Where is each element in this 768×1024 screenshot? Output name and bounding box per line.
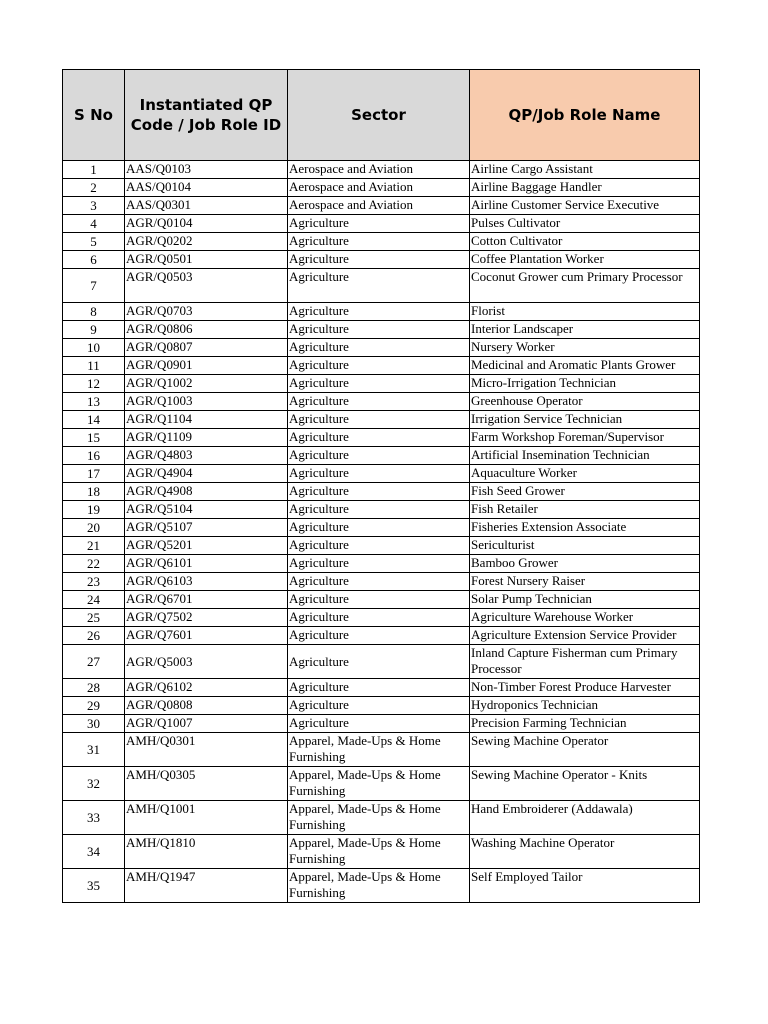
table-row xyxy=(63,591,700,609)
sno-cell: 13 xyxy=(63,393,125,411)
sno-cell: 2 xyxy=(63,179,125,197)
qp-code-cell: AGR/Q0503 xyxy=(125,269,288,303)
qp-code-cell: AGR/Q0501 xyxy=(125,251,288,269)
table-row xyxy=(63,197,700,215)
qp-code-cell: AGR/Q0807 xyxy=(125,339,288,357)
sno-cell: 30 xyxy=(63,715,125,733)
qp-code-cell: AGR/Q4803 xyxy=(125,447,288,465)
job-role-name-cell: Inland Capture Fisherman cum Primary Processor xyxy=(470,645,700,679)
qp-code-cell: AGR/Q7601 xyxy=(125,627,288,645)
table-row xyxy=(63,233,700,251)
job-role-name-cell: Airline Baggage Handler xyxy=(470,179,700,197)
job-role-name-cell: Interior Landscaper xyxy=(470,321,700,339)
sno-cell: 12 xyxy=(63,375,125,393)
job-role-name-cell: Coffee Plantation Worker xyxy=(470,251,700,269)
job-role-name-cell: Sewing Machine Operator xyxy=(470,733,700,767)
job-role-name-cell: Greenhouse Operator xyxy=(470,393,700,411)
sno-cell: 7 xyxy=(63,269,125,303)
table-row xyxy=(63,801,700,835)
sector-cell: Apparel, Made-Ups & Home Furnishing xyxy=(288,733,470,767)
job-role-name-cell: Self Employed Tailor xyxy=(470,869,700,903)
job-role-name-cell: Hand Embroiderer (Addawala) xyxy=(470,801,700,835)
sector-cell: Apparel, Made-Ups & Home Furnishing xyxy=(288,869,470,903)
sector-cell: Agriculture xyxy=(288,573,470,591)
qp-code-cell: AGR/Q6102 xyxy=(125,679,288,697)
sector-cell: Agriculture xyxy=(288,501,470,519)
sno-cell: 8 xyxy=(63,303,125,321)
qp-code-cell: AGR/Q0104 xyxy=(125,215,288,233)
qp-code-cell: AGR/Q6101 xyxy=(125,555,288,573)
sector-cell: Agriculture xyxy=(288,465,470,483)
header-sector: Sector xyxy=(288,70,470,161)
sno-cell: 16 xyxy=(63,447,125,465)
table-row xyxy=(63,375,700,393)
table-row xyxy=(63,447,700,465)
table-row xyxy=(63,483,700,501)
table-row xyxy=(63,609,700,627)
qp-code-cell: AGR/Q1003 xyxy=(125,393,288,411)
sno-cell: 33 xyxy=(63,801,125,835)
sector-cell: Agriculture xyxy=(288,251,470,269)
job-role-name-cell: Coconut Grower cum Primary Processor xyxy=(470,269,700,303)
sector-cell: Apparel, Made-Ups & Home Furnishing xyxy=(288,767,470,801)
header-sno: S No xyxy=(63,70,125,161)
sno-cell: 20 xyxy=(63,519,125,537)
table-row xyxy=(63,869,700,903)
qp-code-cell: AAS/Q0103 xyxy=(125,161,288,179)
sno-cell: 11 xyxy=(63,357,125,375)
table-row xyxy=(63,269,700,303)
table-row xyxy=(63,627,700,645)
qp-code-cell: AMH/Q0305 xyxy=(125,767,288,801)
sno-cell: 19 xyxy=(63,501,125,519)
sector-cell: Aerospace and Aviation xyxy=(288,197,470,215)
qp-code-cell: AGR/Q0808 xyxy=(125,697,288,715)
table-row xyxy=(63,573,700,591)
sector-cell: Aerospace and Aviation xyxy=(288,179,470,197)
qp-code-cell: AGR/Q0202 xyxy=(125,233,288,251)
job-role-name-cell: Airline Cargo Assistant xyxy=(470,161,700,179)
job-role-name-cell: Fish Seed Grower xyxy=(470,483,700,501)
sno-cell: 31 xyxy=(63,733,125,767)
qp-code-cell: AGR/Q6103 xyxy=(125,573,288,591)
qp-code-cell: AMH/Q1001 xyxy=(125,801,288,835)
sector-cell: Agriculture xyxy=(288,697,470,715)
header-job-role-name: QP/Job Role Name xyxy=(470,70,700,161)
sno-cell: 6 xyxy=(63,251,125,269)
qp-code-cell: AGR/Q5104 xyxy=(125,501,288,519)
job-role-name-cell: Fisheries Extension Associate xyxy=(470,519,700,537)
job-role-table xyxy=(62,69,700,903)
job-role-name-cell: Forest Nursery Raiser xyxy=(470,573,700,591)
sno-cell: 15 xyxy=(63,429,125,447)
table-row xyxy=(63,767,700,801)
qp-code-cell: AMH/Q1947 xyxy=(125,869,288,903)
sector-cell: Agriculture xyxy=(288,447,470,465)
sector-cell: Agriculture xyxy=(288,537,470,555)
qp-code-cell: AGR/Q0703 xyxy=(125,303,288,321)
job-role-name-cell: Agriculture Warehouse Worker xyxy=(470,609,700,627)
sector-cell: Agriculture xyxy=(288,269,470,303)
sno-cell: 9 xyxy=(63,321,125,339)
job-role-name-cell: Washing Machine Operator xyxy=(470,835,700,869)
qp-code-cell: AGR/Q7502 xyxy=(125,609,288,627)
sector-cell: Agriculture xyxy=(288,357,470,375)
table-row xyxy=(63,339,700,357)
sno-cell: 3 xyxy=(63,197,125,215)
sno-cell: 24 xyxy=(63,591,125,609)
table-row xyxy=(63,519,700,537)
qp-code-cell: AMH/Q0301 xyxy=(125,733,288,767)
job-role-name-cell: Non-Timber Forest Produce Harvester xyxy=(470,679,700,697)
job-role-name-cell: Bamboo Grower xyxy=(470,555,700,573)
job-role-name-cell: Micro-Irrigation Technician xyxy=(470,375,700,393)
job-role-name-cell: Sericulturist xyxy=(470,537,700,555)
table-row xyxy=(63,303,700,321)
job-role-name-cell: Nursery Worker xyxy=(470,339,700,357)
qp-code-cell: AGR/Q1109 xyxy=(125,429,288,447)
job-role-name-cell: Artificial Insemination Technician xyxy=(470,447,700,465)
sector-cell: Agriculture xyxy=(288,375,470,393)
job-role-name-cell: Pulses Cultivator xyxy=(470,215,700,233)
sno-cell: 25 xyxy=(63,609,125,627)
job-role-name-cell: Medicinal and Aromatic Plants Grower xyxy=(470,357,700,375)
qp-code-cell: AGR/Q4908 xyxy=(125,483,288,501)
sector-cell: Agriculture xyxy=(288,411,470,429)
sector-cell: Agriculture xyxy=(288,715,470,733)
job-role-name-cell: Airline Customer Service Executive xyxy=(470,197,700,215)
qp-code-cell: AGR/Q6701 xyxy=(125,591,288,609)
sector-cell: Agriculture xyxy=(288,555,470,573)
job-role-name-cell: Fish Retailer xyxy=(470,501,700,519)
sno-cell: 34 xyxy=(63,835,125,869)
table-row xyxy=(63,251,700,269)
sector-cell: Agriculture xyxy=(288,609,470,627)
qp-code-cell: AGR/Q1007 xyxy=(125,715,288,733)
header-qp-code: Instantiated QP Code / Job Role ID xyxy=(125,70,288,161)
qp-code-cell: AAS/Q0301 xyxy=(125,197,288,215)
table-body xyxy=(63,161,700,903)
sno-cell: 10 xyxy=(63,339,125,357)
sno-cell: 35 xyxy=(63,869,125,903)
job-role-name-cell: Farm Workshop Foreman/Supervisor xyxy=(470,429,700,447)
sno-cell: 17 xyxy=(63,465,125,483)
job-role-name-cell: Precision Farming Technician xyxy=(470,715,700,733)
table-row xyxy=(63,215,700,233)
sno-cell: 23 xyxy=(63,573,125,591)
sector-cell: Agriculture xyxy=(288,215,470,233)
sector-cell: Agriculture xyxy=(288,393,470,411)
qp-code-cell: AGR/Q1002 xyxy=(125,375,288,393)
sno-cell: 28 xyxy=(63,679,125,697)
qp-code-cell: AGR/Q5201 xyxy=(125,537,288,555)
sno-cell: 32 xyxy=(63,767,125,801)
qp-code-cell: AGR/Q0901 xyxy=(125,357,288,375)
sno-cell: 26 xyxy=(63,627,125,645)
sno-cell: 4 xyxy=(63,215,125,233)
sector-cell: Apparel, Made-Ups & Home Furnishing xyxy=(288,801,470,835)
sector-cell: Agriculture xyxy=(288,429,470,447)
table-row xyxy=(63,645,700,679)
qp-code-cell: AGR/Q5107 xyxy=(125,519,288,537)
sno-cell: 14 xyxy=(63,411,125,429)
job-role-name-cell: Irrigation Service Technician xyxy=(470,411,700,429)
sno-cell: 27 xyxy=(63,645,125,679)
table-header-row xyxy=(63,70,700,161)
table-row xyxy=(63,501,700,519)
table-row xyxy=(63,465,700,483)
qp-code-cell: AAS/Q0104 xyxy=(125,179,288,197)
qp-code-cell: AGR/Q4904 xyxy=(125,465,288,483)
table-row xyxy=(63,733,700,767)
sector-cell: Agriculture xyxy=(288,483,470,501)
sector-cell: Agriculture xyxy=(288,233,470,251)
sector-cell: Agriculture xyxy=(288,591,470,609)
table-row xyxy=(63,555,700,573)
sno-cell: 22 xyxy=(63,555,125,573)
job-role-name-cell: Cotton Cultivator xyxy=(470,233,700,251)
table-row xyxy=(63,697,700,715)
sector-cell: Agriculture xyxy=(288,519,470,537)
table-row xyxy=(63,429,700,447)
table-row xyxy=(63,537,700,555)
job-role-name-cell: Solar Pump Technician xyxy=(470,591,700,609)
sno-cell: 1 xyxy=(63,161,125,179)
sector-cell: Agriculture xyxy=(288,321,470,339)
sector-cell: Agriculture xyxy=(288,645,470,679)
sno-cell: 18 xyxy=(63,483,125,501)
job-role-name-cell: Hydroponics Technician xyxy=(470,697,700,715)
sno-cell: 29 xyxy=(63,697,125,715)
qp-code-cell: AGR/Q1104 xyxy=(125,411,288,429)
sector-cell: Agriculture xyxy=(288,679,470,697)
table-row xyxy=(63,835,700,869)
sector-cell: Agriculture xyxy=(288,339,470,357)
job-role-name-cell: Agriculture Extension Service Provider xyxy=(470,627,700,645)
sector-cell: Aerospace and Aviation xyxy=(288,161,470,179)
table-row xyxy=(63,411,700,429)
sector-cell: Agriculture xyxy=(288,303,470,321)
sno-cell: 21 xyxy=(63,537,125,555)
sno-cell: 5 xyxy=(63,233,125,251)
table-row xyxy=(63,161,700,179)
qp-code-cell: AGR/Q5003 xyxy=(125,645,288,679)
table-row xyxy=(63,321,700,339)
job-role-name-cell: Sewing Machine Operator - Knits xyxy=(470,767,700,801)
table-row xyxy=(63,393,700,411)
table-row xyxy=(63,715,700,733)
qp-code-cell: AMH/Q1810 xyxy=(125,835,288,869)
job-role-name-cell: Florist xyxy=(470,303,700,321)
qp-code-cell: AGR/Q0806 xyxy=(125,321,288,339)
sector-cell: Apparel, Made-Ups & Home Furnishing xyxy=(288,835,470,869)
table-row xyxy=(63,679,700,697)
table-row xyxy=(63,179,700,197)
job-role-name-cell: Aquaculture Worker xyxy=(470,465,700,483)
table-row xyxy=(63,357,700,375)
sector-cell: Agriculture xyxy=(288,627,470,645)
